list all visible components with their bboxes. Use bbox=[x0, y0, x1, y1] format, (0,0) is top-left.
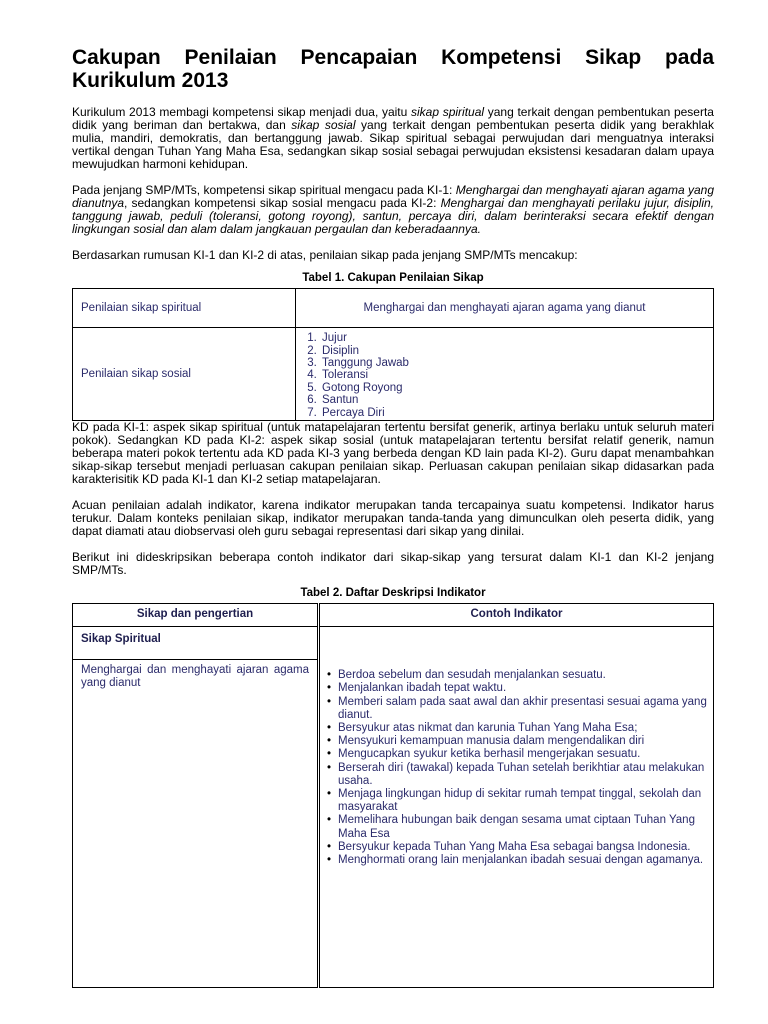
social-attitude-list bbox=[304, 332, 705, 419]
paragraph-intro bbox=[72, 106, 714, 171]
list-item: 4. Toleransi bbox=[320, 369, 705, 381]
table1-caption: Tabel 1. Cakupan Penilaian Sikap bbox=[302, 272, 484, 285]
list-item: 3. Tanggung Jawab bbox=[320, 357, 705, 369]
paragraph-ki bbox=[72, 184, 714, 236]
paragraph-indicator: Acuan penilaian adalah indikator, karena indikator merupakan tanda tercapainya suatu kompetensi. Indikator harus terukur. Dalam konteks penilaian sikap, indikator merupakan tanda-tanda yang dimunculkan oleh peserta didik, yang dapat diamati atau diobservasi oleh guru sebagai representasi dari sikap yang dinilai. bbox=[72, 498, 714, 539]
table-row bbox=[73, 627, 714, 660]
paragraph-kd: KD pada KI-1: aspek sikap spiritual (untuk matapelajaran tertentu bersifat generik, artinya berlaku untuk seluruh materi pokok). Sedangkan KD pada KI-2: aspek sikap sosial (untuk matapelajaran tertentu bersifat relatif generik, namun beberapa materi pokok tertentu ada KD pada KI-3 yang berbeda dengan KD lain pada KI-2). Guru dapat menambahkan sikap-sikap tersebut menjadi perluasan cakupan penilaian sikap. Perluasan cakupan penilaian sikap didasarkan pada karakterisitik KD pada KI-1 dan KI-2 setiap matapelajaran. bbox=[72, 420, 714, 487]
table2-caption: Tabel 2. Daftar Deskripsi Indikator bbox=[300, 587, 486, 600]
table-cell-value: Menghargai dan menghayati ajaran agama yang dianut bbox=[296, 289, 714, 328]
table-cell-label: Penilaian sikap sosial bbox=[73, 328, 296, 421]
list-item: 2. Disiplin bbox=[320, 345, 705, 357]
table-row bbox=[73, 328, 714, 421]
list-item: • Berserah diri (tawakal) kepada Tuhan setelah berikhtiar atau melakukan usaha. bbox=[326, 762, 707, 788]
list-item: 7. Percaya Diri bbox=[320, 407, 705, 419]
table-attitude-scope bbox=[72, 288, 714, 421]
attitude-description: Menghargai dan menghayati ajaran agama yang dianut bbox=[73, 660, 319, 988]
list-item: • Menghormati orang lain menjalankan ibadah sesuai dengan agamanya. bbox=[326, 854, 707, 867]
list-item: • Mengucapkan syukur ketika berhasil mengerjakan sesuatu. bbox=[326, 748, 707, 761]
list-item: 5. Gotong Royong bbox=[320, 382, 705, 394]
list-item: • Mensyukuri kemampuan manusia dalam mengendalikan diri bbox=[326, 735, 707, 748]
list-item: 6. Santun bbox=[320, 394, 705, 406]
column-header-indicator: Contoh Indikator bbox=[319, 604, 714, 627]
list-item: 1. Jujur bbox=[320, 332, 705, 344]
text-run: Pada jenjang SMP/MTs, kompetensi sikap spiritual mengacu pada KI-1: bbox=[72, 183, 456, 198]
italic-term: sikap spiritual bbox=[411, 105, 485, 120]
list-item: • Menjalankan ibadah tepat waktu. bbox=[326, 682, 707, 695]
list-item: • Berdoa sebelum dan sesudah menjalankan sesuatu. bbox=[326, 669, 707, 682]
paragraph-examples: Berikut ini dideskripsikan beberapa contoh indikator dari sikap-sikap yang tersurat dalam KI-1 dan KI-2 jenjang SMP/MTs. bbox=[72, 550, 714, 578]
table-row bbox=[73, 289, 714, 328]
text-run: Kurikulum 2013 membagi kompetensi sikap menjadi dua, yaitu bbox=[72, 105, 411, 120]
italic-term: Menghargai dan menghayati perilaku jujur, disiplin, tanggung jawab, peduli (toleransi, gotong royong), santun, percaya diri, dalam berinteraksi secara efektif dengan lingkungan sosial dan alam dalam jangkauan pergaulan dan keberadaannya. bbox=[72, 196, 715, 237]
paragraph-scope: Berdasarkan rumusan KI-1 dan KI-2 di atas, penilaian sikap pada jenjang SMP/MTs mencakup: bbox=[72, 248, 578, 263]
italic-term: sikap sosial bbox=[291, 118, 356, 133]
indicator-cell bbox=[319, 627, 714, 988]
indicator-list bbox=[326, 669, 707, 867]
text-run: yang terkait dengan pembentukan peserta didik yang beriman dan bertakwa, dan bbox=[72, 105, 714, 133]
section-label: Sikap Spiritual bbox=[73, 627, 319, 660]
list-item: • Bersyukur atas nikmat dan karunia Tuhan Yang Maha Esa; bbox=[326, 722, 707, 735]
list-item: • Bersyukur kepada Tuhan Yang Maha Esa sebagai bangsa Indonesia. bbox=[326, 841, 707, 854]
table-cell-list bbox=[296, 328, 714, 421]
list-item: • Menjaga lingkungan hidup di sekitar rumah tempat tinggal, sekolah dan masyarakat bbox=[326, 788, 707, 814]
list-item: • Memelihara hubungan baik dengan sesama umat ciptaan Tuhan Yang Maha Esa bbox=[326, 814, 707, 840]
text-run: , sedangkan kompetensi sikap sosial mengacu pada KI-2: bbox=[124, 196, 441, 211]
table-cell-label: Penilaian sikap spiritual bbox=[73, 289, 296, 328]
column-header-attitude: Sikap dan pengertian bbox=[73, 604, 319, 627]
text-run: yang terkait dengan pembentukan peserta didik yang berakhlak mulia, mandiri, demokratis, dan bertanggung jawab. Sikap spiritual sebagai perwujudan dari menguatnya interaksi vertikal dengan Tuhan Yang Maha Esa, sedangkan sikap sosial sebagai perwujudan eksistensi kesadaran dalam upaya mewujudkan harmoni kehidupan. bbox=[72, 118, 714, 172]
italic-term: Menghargai dan menghayati ajaran agama yang dianutnya bbox=[72, 183, 714, 211]
page-title: Cakupan Penilaian Pencapaian Kompetensi Sikap pada Kurikulum 2013 bbox=[72, 46, 714, 93]
table-header-row bbox=[73, 604, 714, 627]
list-item: • Memberi salam pada saat awal dan akhir presentasi sesuai agama yang dianut. bbox=[326, 696, 707, 722]
table-indicator-description bbox=[72, 603, 714, 988]
